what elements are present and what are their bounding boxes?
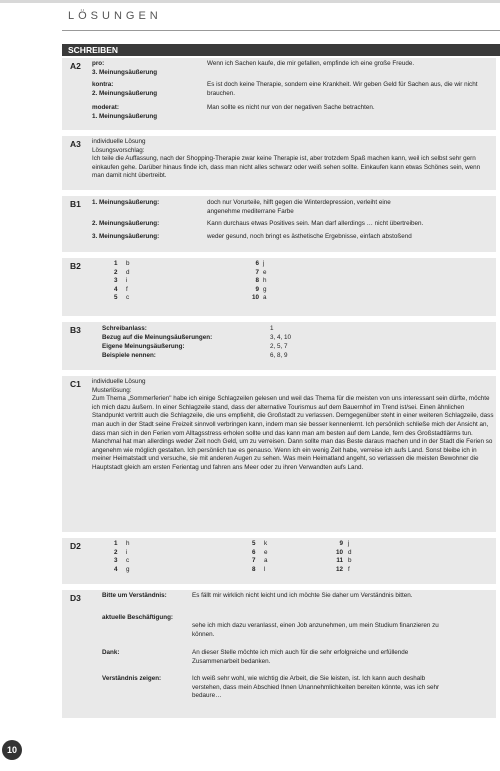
exercise-a3 [62,136,496,190]
b1-row-2-key: 2. Meinungsäußerung: [92,220,160,227]
exercise-label: A2 [70,61,81,71]
exercise-label: D2 [70,541,81,551]
d3-row-1-value: Es fällt mir wirklich nicht leicht und ich möchte Sie daher um Verständnis bitten. [192,592,413,599]
exercise-label: C1 [70,379,81,389]
answer-row: 8 l [252,565,266,573]
answer-row: 3 c [114,557,130,565]
answer-row: 6 j [255,260,265,267]
b1-row-3-key: 3. Meinungsäußerung: [92,233,160,240]
answer-row: 7 a [252,557,268,565]
b1-row-1-key: 1. Meinungsäußerung: [92,199,160,206]
header-divider [62,30,500,31]
d2-col-2 [252,540,268,574]
a2-row-2-value: Es ist doch keine Therapie, sondern eine Krankheit. Wir geben Geld für Sachen aus, die wir nicht brauchen. [207,81,478,97]
exercise-d2 [62,538,496,584]
exercise-label: D3 [70,593,81,603]
answer-row: 10 a [251,294,267,302]
d2-col-3 [329,540,352,574]
b1-row-1-value: doch nur Vorurteile, hilft gegen die Winterdepression, verleiht eine angenehme mediterrane Farbe [207,199,391,215]
b3-row-2-key: Bezug auf die Meinungsäußerungen: [102,334,213,341]
b3-row-1-key: Schreibanlass: [102,325,147,332]
answer-row: 4 g [114,565,130,573]
answer-row: 4 f [114,285,128,293]
a2-row-3-key: moderat: 1. Meinungsäußerung [92,104,158,120]
answer-row: 5 k [252,540,268,547]
answer-row: 5 c [114,294,130,302]
d2-col-1 [114,540,130,574]
answer-row: 7 e [255,268,267,276]
a2-row-3-value: Man sollte es nicht nur von der negativen Sache betrachten. [207,104,375,111]
b2-col-2 [245,260,285,303]
exercise-d3 [62,590,496,718]
exercise-b2 [62,258,496,316]
exercise-label: B2 [70,261,81,271]
a3-text: individuelle Lösung Lösungsvorschlag: Ich teile die Auffassung, nach der Shopping-Therapie zwar keine Therapie ist, aber trotzdem Spaß machen kann, weil ich selbst sehr gern einkaufen gehe. Darüber hinaus finde ich, dass man nicht alles schwarz oder weiß sehen sollte. Einkaufen kann etwas Schönes sein, wenn man damit nicht übertreibt. [92,138,481,180]
answer-row: 9 g [255,285,267,293]
answer-row: 11 b [336,557,352,565]
a2-row-1-key: pro: 3. Meinungsäußerung [92,60,158,76]
b3-row-4-value: 6, 8, 9 [270,352,288,359]
exercise-label: A3 [70,139,81,149]
page-title: LÖSUNGEN [68,10,162,22]
answer-row: 2 i [114,548,128,556]
d3-row-2-value: sehe ich mich dazu veranlasst, einen Job anzunehmen, um mein Studium finanzieren zu können. [192,622,439,638]
c1-text: individuelle Lösung Musterlösung: Zum Thema „Sommerferien" habe ich einige Schlagzeilen gelesen und weil das Thema für die meisten von uns interessant sein dürfte, möchte ich mich dazu äußern. In einer Schlagzeile stand, dass der alternative Tourismus auf dem Bauernhof im Trend ist/sei. Einen ähnlichen Standpunkt vertritt auch die Schlagzeile, die uns empfiehlt, die Großstadt zu verlassen. Demgegenüber steht in einer weiteren Schlagzeile, dass man auch in der Stadt seine Freizeit sinnvoll verbringen kann, indem man sie besser kennenlernt. Ich persönlich schließe mich der Ansicht an, dass man sich in den Ferien vom Alltagsstress erholen sollte und das kann man am besten auf dem Lande, fern des Großstadtlärms tun. Manchmal hat man allerdings weder Zeit noch Geld, um zu verreisen. Dann sollte man das Beste daraus machen und in der Stadt die Ferien so angenehm wie möglich gestalten. Ich persönlich tue es genauso. Wenn ich ein wenig Zeit habe, verreise ich aufs Land. Sonst bleibe ich in meiner Heimatstadt und versuche, sie mit anderen Augen zu sehen. Was mein Heimatland angeht, so verlassen die meisten Bewohner die Hauptstadt gleich am ersten Ferientag und fahren ans Meer oder zu ihren Verwandten aufs Land. [92,378,494,471]
b2-col-1 [114,260,144,303]
answer-row: 6 e [252,548,268,556]
answer-row: 3 i [114,277,128,285]
exercise-b1 [62,196,496,252]
exercise-c1 [62,376,496,532]
answer-row: 12 f [335,565,350,573]
page-number-badge: 10 [2,740,22,760]
b3-row-2-value: 3, 4, 10 [270,334,292,341]
d3-row-3-value: An dieser Stelle möchte ich mich auch für die sehr erfolgreiche und erfüllende Zusammenarbeit bedanken. [192,649,409,665]
top-border [0,0,500,3]
answer-row: 1 b [114,260,130,267]
answer-row: 2 d [114,268,130,276]
section-header: SCHREIBEN [62,44,500,56]
answer-row: 1 h [114,540,130,547]
d3-row-1-key: Bitte um Verständnis: [102,592,167,599]
answer-row: 8 h [255,277,267,285]
exercise-b3 [62,322,496,370]
exercise-label: B1 [70,199,81,209]
b1-row-3-value: weder gesund, noch bringt es ästhetische Ergebnisse, einfach abstoßend [207,233,412,240]
a2-row-1-value: Wenn ich Sachen kaufe, die mir gefallen, empfinde ich eine große Freude. [207,60,415,67]
d3-row-2-key: aktuelle Beschäftigung: [102,614,174,621]
exercise-a2 [62,58,496,130]
b3-row-1-value: 1 [270,325,274,332]
b3-row-3-key: Eigene Meinungsäußerung: [102,343,185,350]
d3-row-4-value: Ich weiß sehr wohl, wie wichtig die Arbeit, die Sie leisten, ist. Ich kann auch deshalb verstehen, dass mein Abschied Ihnen Unannehmlichkeiten bereiten könnte, was ich sehr bedaure… [192,675,440,700]
answer-row: 10 d [335,548,352,556]
b3-row-4-key: Beispiele nennen: [102,352,156,359]
a2-row-2-key: kontra: 2. Meinungsäußerung [92,81,158,97]
d3-row-4-key: Verständnis zeigen: [102,675,162,682]
exercise-label: B3 [70,325,81,335]
b1-row-2-value: Kann durchaus etwas Positives sein. Man darf allerdings … nicht übertreiben. [207,220,424,227]
b3-row-3-value: 2, 5, 7 [270,343,288,350]
answer-row: 9 j [339,540,350,547]
d3-row-3-key: Dank: [102,649,120,656]
